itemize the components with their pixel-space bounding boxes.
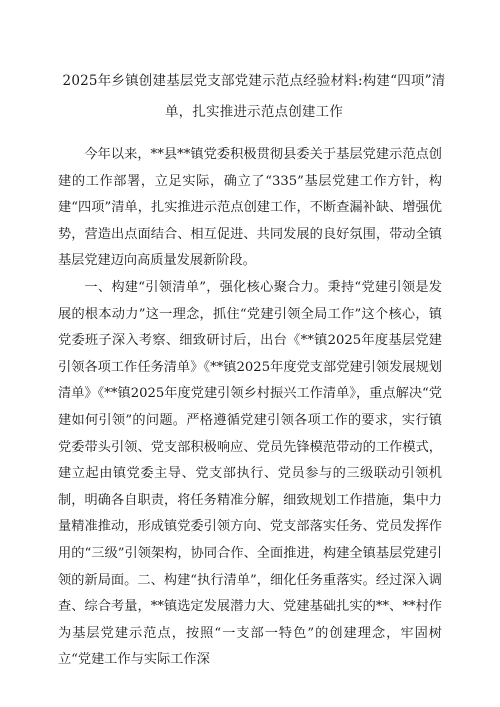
intro-paragraph: 今年以来，**县**镇党委积极贯彻县委关于基层党建示范点创建的工作部署，立足实际，确立了“335”基层党建工作方针，构建“四项”清单，扎实推进示范点创建工作，不断查漏补缺、增强优势，营造出点面结合、相互促进、共同发展的良好氛围，带动全镇基层党建迈向高质量发展新阶段。	[58, 147, 442, 269]
document-body	[58, 142, 442, 674]
section-one-paragraph: 一、构建“引领清单”，强化核心聚合力。秉持“党建引领是发展的根本动力”这一理念，抓住“党建引领全局工作”这个核心，镇党委班子深入考察、细致研讨后，出台《**镇2025年度基层党建引领各项工作任务清单》《**镇2025年度党支部党建引领发展规划清单》《**镇2025年度党建引领乡村振兴工作清单》，重点解决“党建如何引领”的问题。严格遵循党建引领各项工作的要求，实行镇党委带头引领、党支部积极响应、党员先锋模范带动的工作模式，建立起由镇党委主导、党支部执行、党员参与的三级联动引领机制，明确各自职责，将任务精准分解，细致规划工作措施，集中力量精准推动，形成镇党委引领方向、党支部落实任务、党员发挥作用的“三级”引领架构，协同合作、全面推进，构建全镇基层党建引领的新局面。二、构建“执行清单”，细化任务重落实。经过深入调查、综合考量，**镇选定发展潜力大、党建基础扎实的**、**村作为基层党建示范点，按照“一支部一特色”的创建理念，牢固树立“党建工作与实际工作深	[58, 279, 442, 668]
document-title: 2025年乡镇创建基层党支部党建示范点经验材料:构建“四项”清单，扎实推进示范点创建工作	[62, 73, 446, 120]
